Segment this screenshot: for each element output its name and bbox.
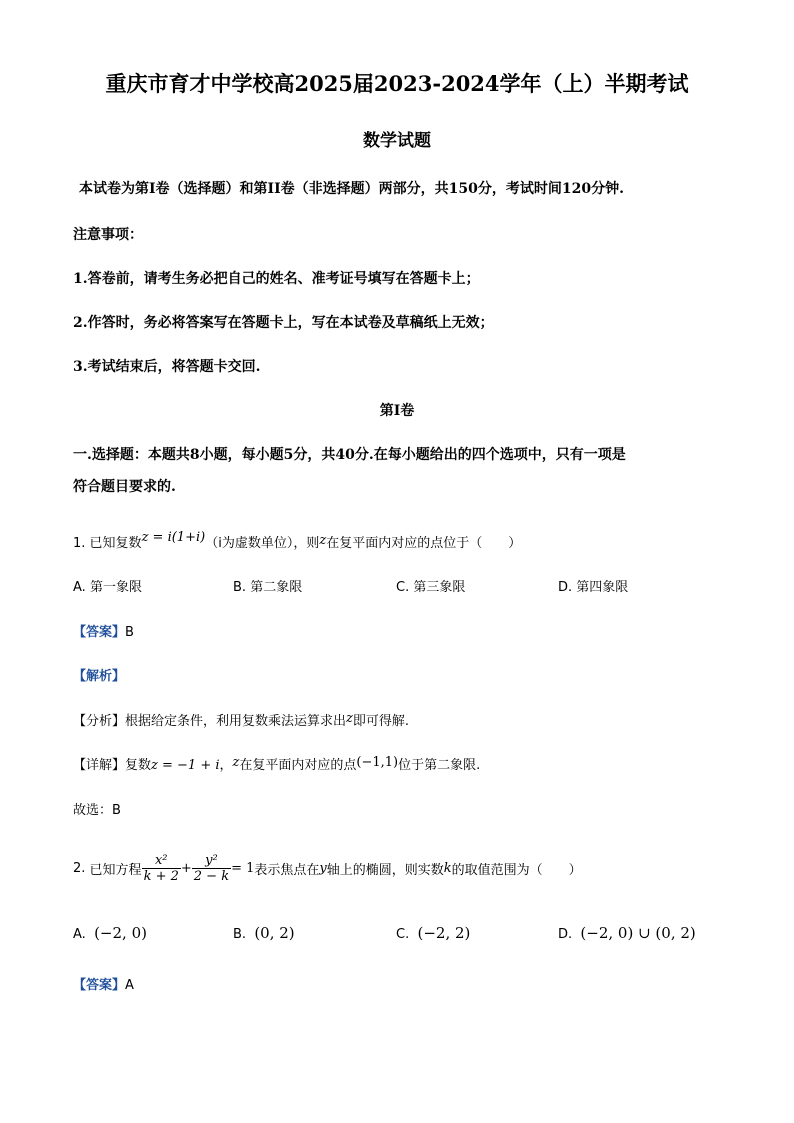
section-instructions-line2: 符合题目要求的. [73, 479, 176, 495]
answer-line [73, 621, 134, 640]
question-2: 2. 已知方程 $\frac{\text{x²}}{k + 2}$ + $\frac{\text{y²}}{2 - k}$ = 1 表示焦点在 y 轴上的椭圆，则实数 k 的取值范围为（ ） [73, 852, 582, 884]
section-instructions-line1: 一.选择题：本题共8小题，每小题5分，共40分.在每小题给出的四个选项中，只有一项是 [73, 447, 626, 463]
math-variable: z [346, 711, 353, 726]
question-text: 已知方程 [89, 862, 142, 878]
answer-line [73, 974, 134, 993]
choice-line: 故选：B [73, 803, 121, 818]
note-item-2: 2.作答时，务必将答案写在答题卡上，写在本试卷及草稿纸上无效； [73, 315, 494, 331]
question-number: 1. [73, 536, 86, 551]
exam-subtitle: 数学试题 [363, 131, 431, 151]
option-a: A. 第一象限 [73, 580, 142, 595]
math-formula: z = −1 + i [151, 758, 220, 773]
fraction-y: $\frac{\text{y²}}{2 - k}$ [193, 852, 230, 884]
math-variable: y [319, 860, 327, 876]
option-c: C. (−2, 2) [396, 924, 471, 942]
fraction-x: $\frac{\text{x²}}{k + 2}$ [143, 852, 179, 884]
detail-tag: 【详解】 [73, 758, 126, 773]
question-text: 已知复数 [89, 536, 142, 551]
option-b: B. (0, 2) [233, 924, 295, 942]
answer-tag: 【答案】 [73, 625, 126, 640]
option-c: C. 第三象限 [396, 580, 466, 595]
answer-value: A [125, 978, 134, 993]
math-point: (−1,1) [356, 755, 399, 770]
question-1 [73, 532, 521, 551]
fenxi-line: 【分析】根据给定条件，利用复数乘法运算求出z即可得解. [73, 711, 410, 729]
exam-title: 重庆市育才中学校高2025届2023-2024学年（上）半期考试 [105, 71, 689, 96]
answer-tag: 【答案】 [73, 978, 126, 993]
question-number: 2. [73, 860, 86, 876]
answer-value: B [125, 625, 134, 640]
question-text: 在复平面内对应的点位于（ ） [326, 536, 522, 551]
option-b: B. 第二象限 [233, 580, 303, 595]
option-d: D. (−2, 0) ∪ (0, 2) [558, 924, 696, 942]
option-d: D. 第四象限 [558, 580, 629, 595]
analysis-line [73, 665, 125, 684]
question-text: （i为虚数单位），则 [205, 536, 320, 551]
note-item-1: 1.答卷前，请考生务必把自己的姓名、准考证号填写在答题卡上； [73, 271, 480, 287]
note-item-3: 3.考试结束后，将答题卡交回. [73, 359, 261, 375]
intro-text: 本试卷为第I卷（选择题）和第II卷（非选择题）两部分，共150分，考试时间120分钟. [79, 181, 624, 197]
option-a: A. (−2, 0) [73, 924, 147, 942]
detail-line: 【详解】复数z = −1 + i，z在复平面内对应的点(−1,1)位于第二象限. [73, 755, 481, 773]
math-variable: k [443, 860, 452, 876]
math-variable: z [232, 755, 240, 770]
fenxi-tag: 【分析】 [73, 714, 126, 729]
notes-heading: 注意事项： [73, 227, 143, 243]
math-formula: z = i(1+i) [141, 530, 206, 545]
math-variable: z [319, 533, 327, 548]
section-label: 第I卷 [379, 403, 415, 419]
analysis-tag: 【解析】 [73, 669, 126, 684]
